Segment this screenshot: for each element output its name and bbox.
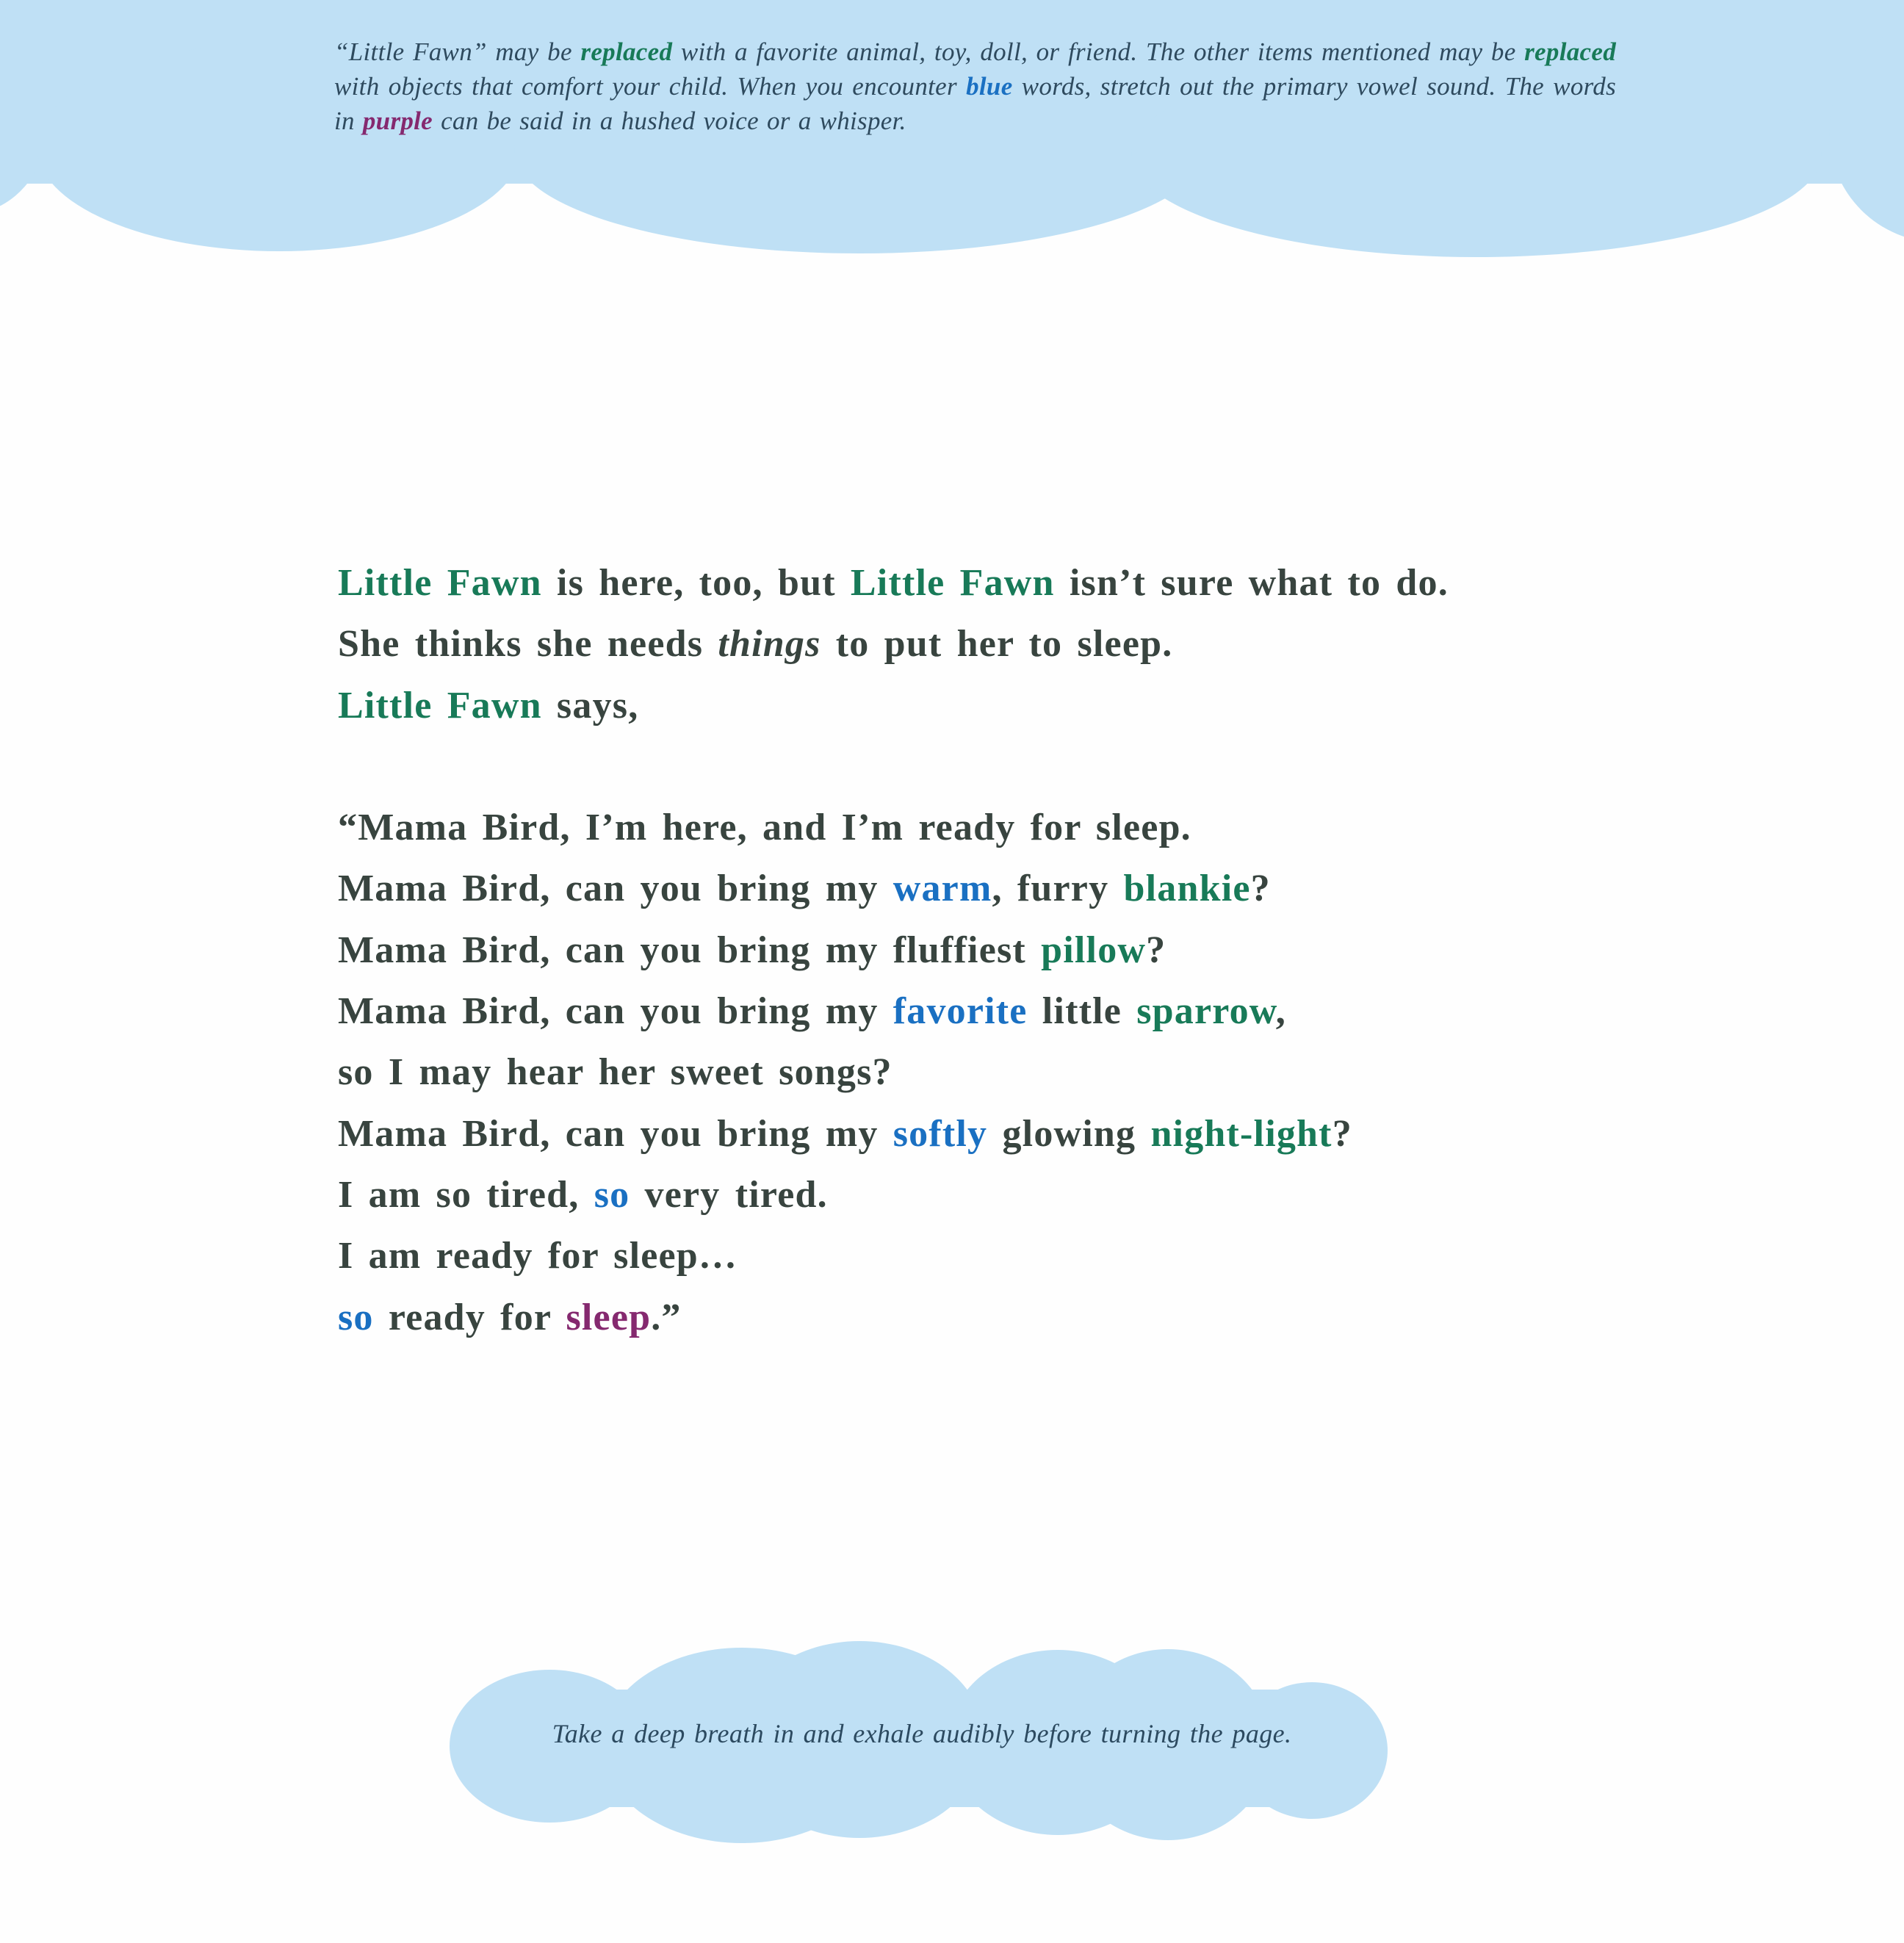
story-text-segment: .” bbox=[651, 1296, 682, 1338]
story-line bbox=[338, 1287, 1449, 1348]
note-text: “Little Fawn” may be bbox=[334, 37, 581, 66]
story-line bbox=[338, 552, 1449, 613]
story-word-green: Little Fawn bbox=[338, 684, 542, 727]
story-text-segment: She thinks she needs bbox=[338, 623, 718, 666]
story-word-green: pillow bbox=[1041, 929, 1147, 971]
note-text: can be said in a hushed voice or a whisper. bbox=[433, 107, 906, 135]
story-text-segment: , furry bbox=[992, 868, 1124, 910]
story-text-segment: I am ready for sleep… bbox=[338, 1235, 738, 1277]
story-text-segment: , bbox=[1275, 990, 1286, 1033]
story-word-purple: sleep bbox=[566, 1296, 652, 1338]
story-text-segment: ready for bbox=[373, 1296, 566, 1338]
story-line bbox=[338, 858, 1449, 919]
story-word-blue: so bbox=[594, 1173, 630, 1216]
story-blank-line bbox=[338, 736, 1449, 797]
story-text-segment: ? bbox=[1332, 1112, 1352, 1155]
note-text: with a favorite animal, toy, doll, or friend. The other items mentioned may be bbox=[672, 37, 1525, 66]
story-line bbox=[338, 675, 1449, 736]
story-text-segment: says, bbox=[541, 684, 639, 727]
story-text-segment: “Mama Bird, I’m here, and I’m ready for sleep. bbox=[338, 807, 1191, 849]
story-line bbox=[338, 797, 1449, 858]
note-highlight-green: replaced bbox=[1524, 37, 1616, 66]
note-text: with objects that comfort your child. When you encounter bbox=[334, 72, 967, 101]
note-text: words, stretch out the primary vowel sound. The words in bbox=[334, 72, 1616, 135]
story-word-blue: warm bbox=[892, 868, 992, 910]
note-highlight-green: replaced bbox=[580, 37, 673, 66]
story-word-green: Little Fawn bbox=[850, 562, 1055, 604]
story-text-segment: ? bbox=[1250, 868, 1271, 910]
story-word-green: Little Fawn bbox=[338, 562, 542, 604]
story-line bbox=[338, 1042, 1449, 1103]
story-text-segment: Mama Bird, can you bring my bbox=[338, 990, 893, 1033]
story-text-segment: glowing bbox=[987, 1112, 1151, 1155]
story-word-blue: favorite bbox=[892, 990, 1028, 1033]
note-highlight-blue: blue bbox=[966, 72, 1013, 101]
story-text-segment: Mama Bird, can you bring my fluffiest bbox=[338, 929, 1042, 971]
story-text-segment: little bbox=[1027, 990, 1137, 1033]
story-text-segment: to put her to sleep. bbox=[821, 623, 1173, 666]
story-word-green: sparrow bbox=[1136, 990, 1276, 1033]
story-text-segment: Mama Bird, can you bring my bbox=[338, 1112, 893, 1155]
story-text-segment: ? bbox=[1146, 929, 1166, 971]
story-text-segment: so I may hear her sweet songs? bbox=[338, 1051, 892, 1094]
story-text-segment: things bbox=[718, 623, 821, 666]
instructions-note bbox=[334, 35, 1616, 138]
story-text-segment: I am so tired, bbox=[338, 1173, 594, 1216]
story-text-segment: Mama Bird, can you bring my bbox=[338, 868, 893, 910]
story-line bbox=[338, 981, 1449, 1042]
story-word-blue: softly bbox=[892, 1112, 988, 1155]
story-line bbox=[338, 1164, 1449, 1225]
story-word-green: night-light bbox=[1150, 1112, 1333, 1155]
story-text bbox=[338, 552, 1449, 1348]
story-line bbox=[338, 920, 1449, 981]
story-line bbox=[338, 1103, 1449, 1164]
story-word-green: blankie bbox=[1123, 868, 1251, 910]
breathing-instruction: Take a deep breath in and exhale audibly before turning the page. bbox=[552, 1719, 1292, 1748]
story-text-segment: is here, too, but bbox=[541, 562, 851, 604]
note-highlight-purple: purple bbox=[362, 107, 433, 135]
story-word-blue: so bbox=[338, 1296, 374, 1338]
story-text-segment: very tired. bbox=[630, 1173, 828, 1216]
story-line bbox=[338, 1225, 1449, 1286]
story-line bbox=[338, 613, 1449, 674]
story-text-segment: isn’t sure what to do. bbox=[1054, 562, 1449, 604]
